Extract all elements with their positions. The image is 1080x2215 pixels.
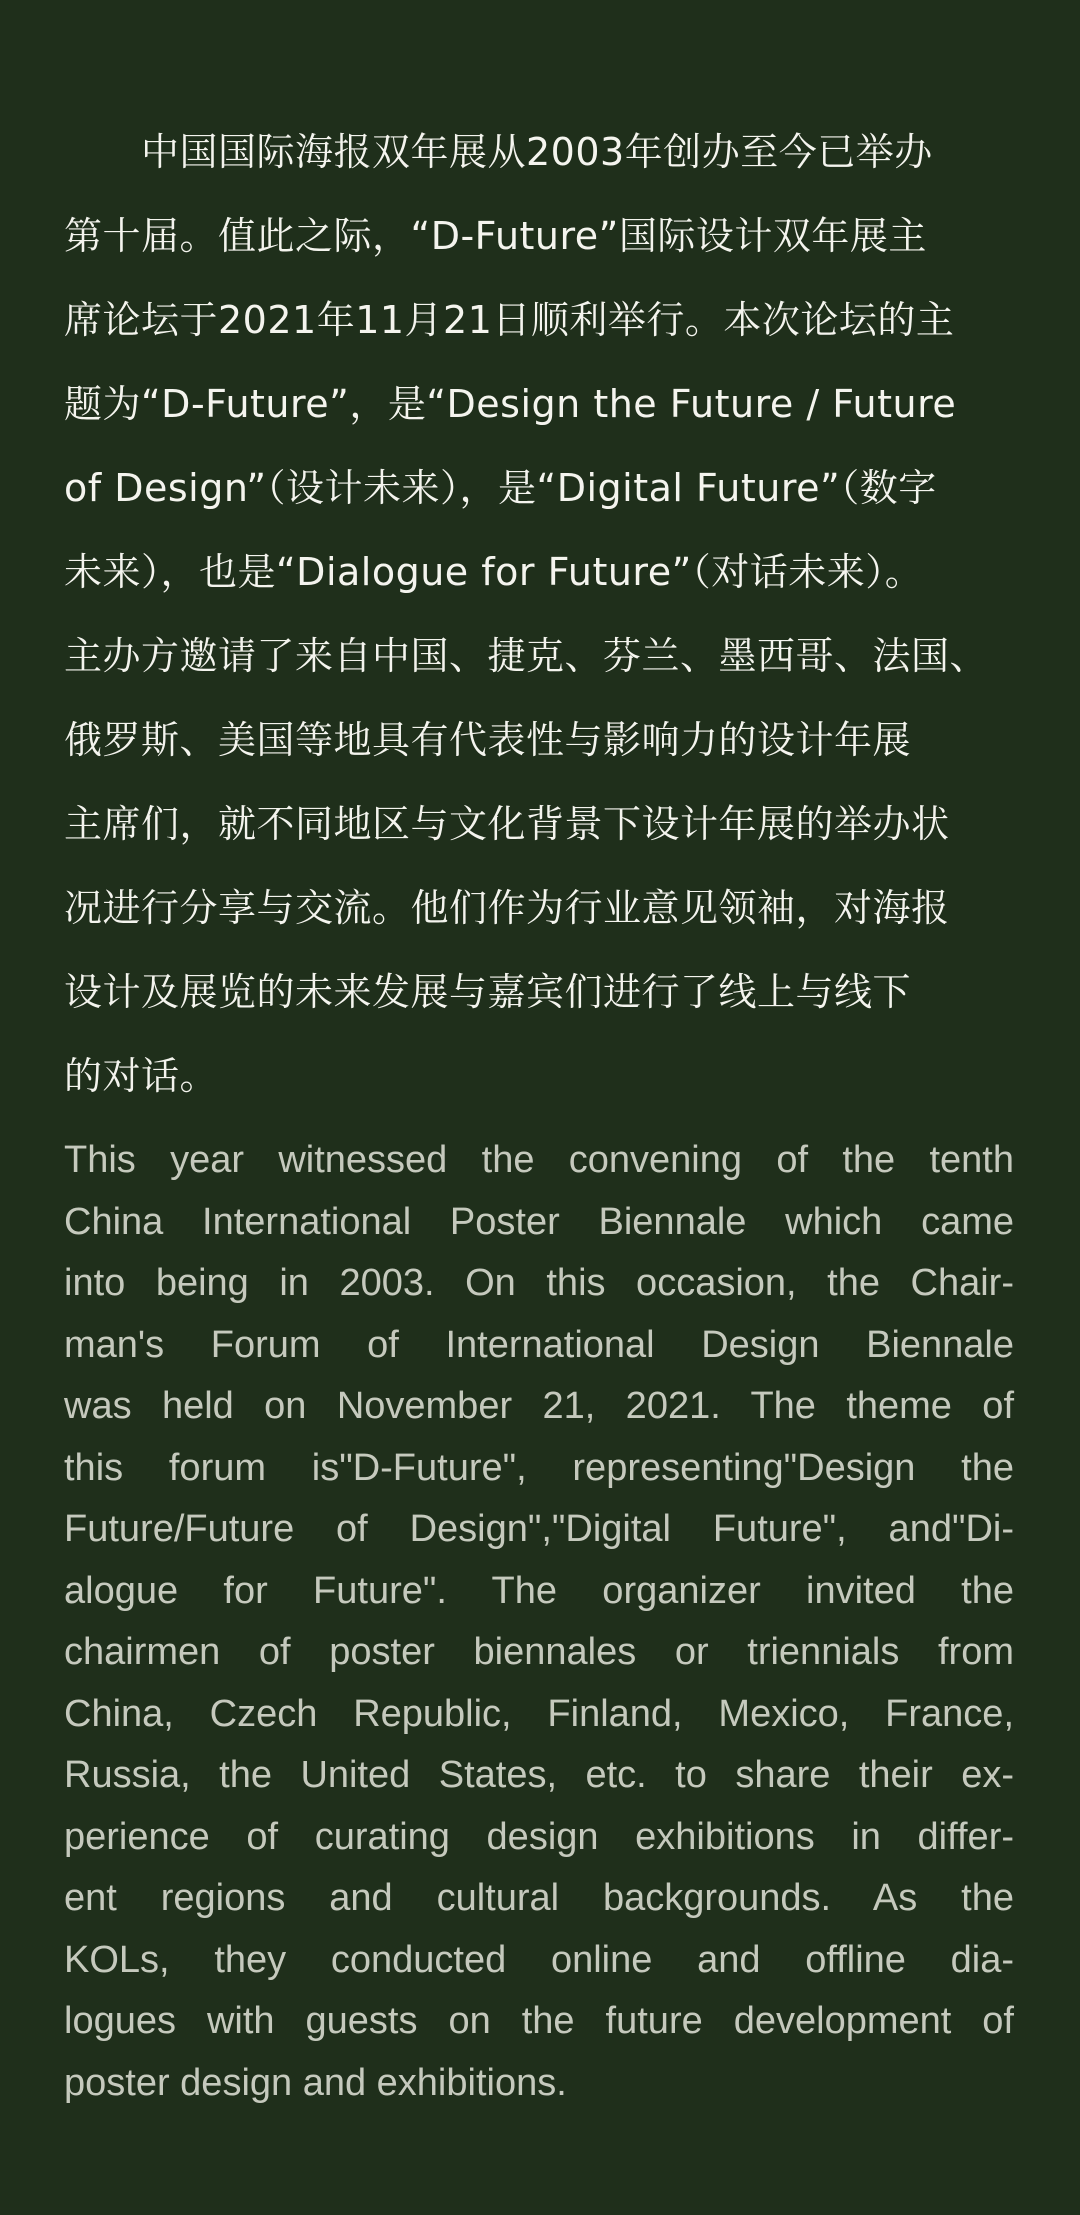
chinese-text-line: 主办方邀请了来自中国、捷克、芬兰、墨西哥、法国、	[64, 634, 989, 678]
english-text-line: was held on November 21, 2021. The theme of	[64, 1385, 1014, 1427]
chinese-text-line: 主席们，就不同地区与文化背景下设计年展的举办状	[64, 802, 950, 846]
english-text-line: chairmen of poster biennales or triennials from	[64, 1631, 1014, 1673]
chinese-paragraph	[64, 110, 1024, 1118]
english-text-line: alogue for Future". The organizer invited the	[64, 1569, 1014, 1612]
english-text-line: China International Poster Biennale which came	[64, 1200, 1014, 1243]
english-text-line: this forum is"D-Future", representing"Design the	[64, 1446, 1014, 1489]
english-text-line: man's Forum of International Design Biennale	[64, 1323, 1014, 1366]
chinese-text-line: 的对话。	[64, 1054, 219, 1098]
english-text-line: China, Czech Republic, Finland, Mexico, France,	[64, 1692, 1014, 1735]
english-text-line: ent regions and cultural backgrounds. As the	[64, 1877, 1014, 1919]
chinese-text-line: 设计及展览的未来发展与嘉宾们进行了线上与线下	[64, 970, 912, 1014]
chinese-text-line: 中国国际海报双年展从2003年创办至今已举办	[64, 130, 933, 174]
english-text-line: logues with guests on the future development of	[64, 2000, 1014, 2042]
chinese-text-line: 未来），也是“Dialogue for Future”（对话未来）。	[64, 550, 924, 594]
chinese-text-line: 况进行分享与交流。他们作为行业意见领袖，对海报	[64, 886, 950, 930]
english-text-line: Russia, the United States, etc. to share their ex-	[64, 1754, 1014, 1796]
english-text-line: perience of curating design exhibitions in differ-	[64, 1815, 1014, 1858]
chinese-text-line: 第十届。值此之际，“D-Future”国际设计双年展主	[64, 214, 927, 258]
chinese-text-line: 席论坛于2021年11月21日顺利举行。本次论坛的主	[64, 298, 955, 342]
english-text-line: This year witnessed the convening of the tenth	[64, 1139, 1014, 1181]
chinese-text-line: of Design”（设计未来），是“Digital Future”（数字	[64, 466, 937, 510]
english-paragraph	[64, 1130, 1014, 2114]
english-text-line: into being in 2003. On this occasion, the Chair-	[64, 1262, 1014, 1304]
chinese-text-line: 题为“D-Future”，是“Design the Future / Future	[64, 382, 957, 426]
chinese-text-line: 俄罗斯、美国等地具有代表性与影响力的设计年展	[64, 718, 912, 762]
english-text-line: Future/Future of Design","Digital Future", and"Di-	[64, 1508, 1014, 1550]
english-text-line: poster design and exhibitions.	[64, 2061, 567, 2104]
english-text-line: KOLs, they conducted online and offline dia-	[64, 1938, 1014, 1981]
